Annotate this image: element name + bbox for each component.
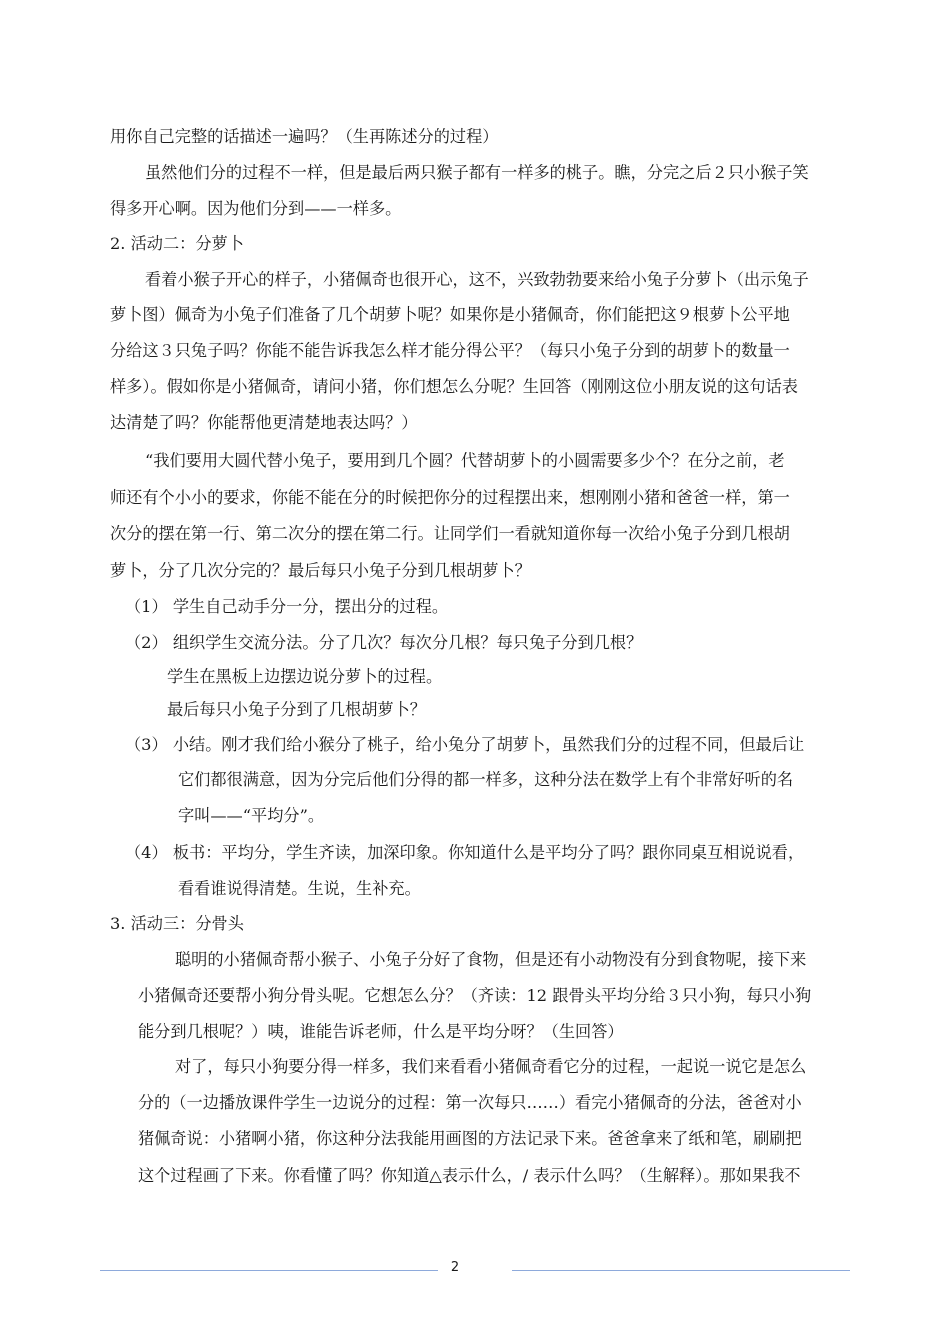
text-line: 这个过程画了下来。你看懂了吗？你知道△表示什么，/ 表示什么吗？（生解释）。那如果我不	[138, 1166, 801, 1185]
list-item-text: 它们都很满意，因为分完后他们分得的都一样多，这种分法在数学上有个非常好听的名	[178, 770, 794, 789]
text-line: 看着小猴子开心的样子，小猪佩奇也很开心，这不，兴致勃勃要来给小兔子分萝卜（出示兔子	[145, 270, 809, 289]
text-line: 次分的摆在第一行、第二次分的摆在第二行。让同学们一看就知道你每一次给小兔子分到几根胡	[110, 524, 790, 543]
text-line: 达清楚了吗？你能帮他更清楚地表达吗？）	[110, 413, 418, 432]
list-item: （1） 学生自己动手分一分，摆出分的过程。	[125, 597, 449, 616]
text-line: 萝卜图）佩奇为小兔子们准备了几个胡萝卜呢？如果你是小猪佩奇，你们能把这９根萝卜公平地	[110, 305, 790, 324]
text-line: 能分到几根呢？）咦，谁能告诉老师，什么是平均分呀？（生回答）	[138, 1022, 624, 1041]
list-item-text: 学生在黑板上边摆边说分萝卜的过程。	[167, 667, 443, 686]
text-line: 分给这３只兔子吗？你能不能告诉我怎么样才能分得公平？（每只小兔子分到的胡萝卜的数量一	[110, 341, 790, 360]
list-item-text: 字叫——“平均分”。	[178, 806, 325, 825]
text-line: 对了，每只小狗要分得一样多，我们来看看小猪佩奇看它分的过程，一起说一说它是怎么	[175, 1057, 807, 1076]
footer-rule-left	[100, 1270, 438, 1271]
text-line: 小猪佩奇还要帮小狗分骨头呢。它想怎么分？（齐读：12 跟骨头平均分给３只小狗，每只小狗	[138, 986, 812, 1005]
section-heading: 3. 活动三：分骨头	[110, 914, 244, 933]
page-number: 2	[450, 1260, 460, 1275]
list-item: （4） 板书：平均分，学生齐读，加深印象。你知道什么是平均分了吗？跟你同桌互相说说看，	[125, 843, 805, 862]
list-item: （2） 组织学生交流分法。分了几次？每次分几根？每只兔子分到几根？	[125, 633, 643, 652]
text-line: 师还有个小小的要求，你能不能在分的时候把你分的过程摆出来，想刚刚小猪和爸爸一样，第一	[110, 488, 790, 507]
text-line: 样多）。假如你是小猪佩奇，请问小猪，你们想怎么分呢？生回答（刚刚这位小朋友说的这句话表	[110, 377, 798, 396]
list-item-text: 最后每只小兔子分到了几根胡萝卜？	[167, 700, 426, 719]
text-line: 用你自己完整的话描述一遍吗？（生再陈述分的过程）	[110, 127, 499, 146]
text-line: “我们要用大圆代替小兔子，要用到几个圆？代替胡萝卜的小圆需要多少个？在分之前，老	[145, 451, 785, 470]
text-line: 聪明的小猪佩奇帮小猴子、小兔子分好了食物，但是还有小动物没有分到食物呢，接下来	[175, 950, 807, 969]
text-line: 猪佩奇说：小猪啊小猪，你这种分法我能用画图的方法记录下来。爸爸拿来了纸和笔，刷刷把	[138, 1129, 802, 1148]
section-heading: 2. 活动二：分萝卜	[110, 234, 244, 253]
list-item-text: 看看谁说得清楚。生说，生补充。	[178, 879, 421, 898]
list-item: （3） 小结。刚才我们给小猴分了桃子，给小兔分了胡萝卜，虽然我们分的过程不同，但最后让	[125, 735, 805, 754]
text-line: 萝卜，分了几次分完的？最后每只小兔子分到几根胡萝卜？	[110, 561, 531, 580]
footer-rule-right	[512, 1270, 850, 1271]
text-line: 虽然他们分的过程不一样，但是最后两只猴子都有一样多的桃子。瞧，分完之后２只小猴子笑	[145, 163, 809, 182]
text-line: 得多开心啊。因为他们分到——一样多。	[110, 199, 402, 218]
text-line: 分的（一边播放课件学生一边说分的过程：第一次每只……）看完小猪佩奇的分法，爸爸对小	[138, 1093, 802, 1112]
